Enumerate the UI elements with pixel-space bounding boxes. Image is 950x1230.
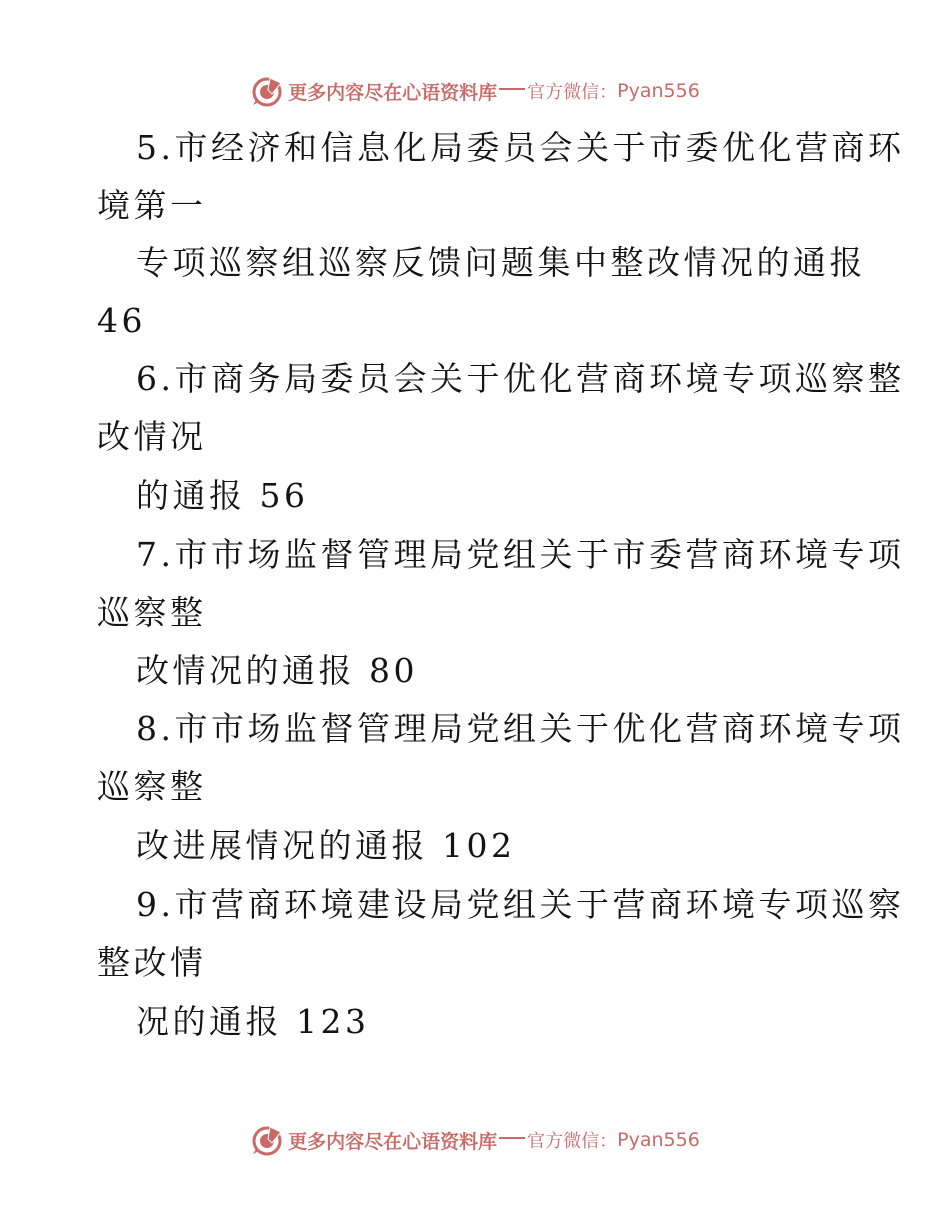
toc-line: 改情况 [97,417,207,456]
toc-line: 况的通报 123 [136,1002,370,1041]
watermark-site-text: 更多内容尽在心语资料库 [288,81,498,104]
toc-line: 9.市营商环境建设局党组关于营商环境专项巡察 [136,885,905,924]
watermark-wechat-id: Pyan556 [617,80,700,102]
toc-line: 8.市市场监督管理局党组关于优化营商环境专项 [136,709,905,748]
watermark-site-text: 更多内容尽在心语资料库 [288,1130,498,1153]
toc-line: 巡察整 [97,593,207,632]
pen-circle-logo-icon [250,1123,284,1157]
header-watermark [0,71,950,111]
watermark-dash [499,88,525,90]
toc-line: 改情况的通报 80 [136,651,418,690]
toc-line: 改进展情况的通报 102 [136,826,516,865]
watermark-wechat-label: 官方微信： [527,82,618,103]
toc-line: 6.市商务局委员会关于优化营商环境专项巡察整 [136,359,905,398]
toc-line: 境第一 [97,186,207,225]
toc-line: 5.市经济和信息化局委员会关于市委优化营商环 [136,128,905,167]
toc-line: 的通报 56 [136,476,309,515]
toc-line: 7.市市场监督管理局党组关于市委营商环境专项 [136,535,905,574]
watermark-dash [499,1137,525,1139]
pen-circle-logo-icon [250,74,284,108]
watermark-wechat-label: 官方微信： [527,1131,618,1152]
toc-line: 整改情 [97,943,207,982]
toc-line: 巡察整 [97,767,207,806]
toc-line: 46 [97,301,146,340]
watermark-wechat-id: Pyan556 [617,1129,700,1151]
footer-watermark [0,1120,950,1160]
toc-line: 专项巡察组巡察反馈问题集中整改情况的通报 [136,243,866,282]
